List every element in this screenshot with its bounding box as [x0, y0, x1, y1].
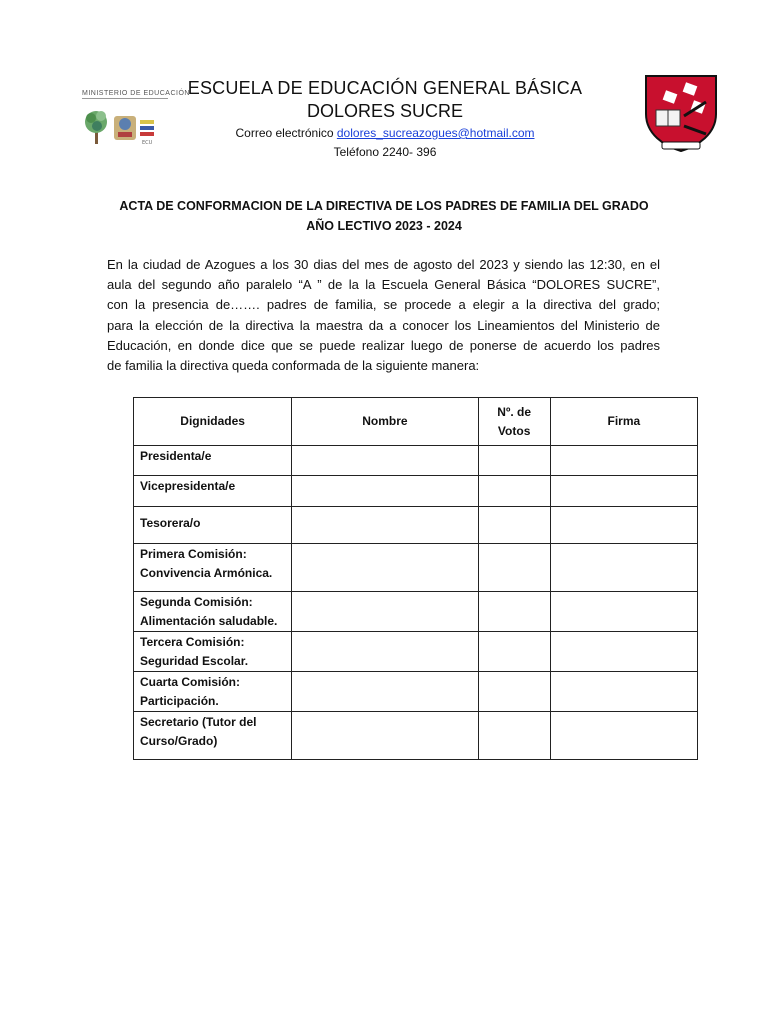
table-row — [134, 544, 698, 592]
firma-cell — [550, 672, 697, 712]
document-title: ACTA DE CONFORMACION DE LA DIRECTIVA DE LOS PADRES DE FAMILIA DEL GRADO — [119, 199, 649, 213]
nombre-cell — [292, 446, 478, 476]
nombre-cell — [292, 592, 478, 632]
table-row — [134, 592, 698, 632]
paragraph-line: aula del segundo año paralelo “A ” de la la Escuela General Básica “DOLORES SUCRE”, — [107, 277, 660, 293]
header-nombre: Nombre — [292, 398, 478, 446]
votos-cell — [478, 544, 550, 592]
dignidad-cell: Tesorera/o — [134, 507, 292, 544]
table-row — [134, 712, 698, 760]
firma-cell — [550, 592, 697, 632]
table-row — [134, 476, 698, 507]
ministry-tree-icon — [82, 102, 168, 148]
directiva-table — [133, 397, 698, 760]
votos-cell — [478, 632, 550, 672]
dignidad-cell: Secretario (Tutor del Curso/Grado) — [134, 712, 292, 760]
nombre-cell — [292, 544, 478, 592]
dignidad-cell: Cuarta Comisión: Participación. — [134, 672, 292, 712]
ministry-label: MINISTERIO DE EDUCACIÓN — [82, 90, 190, 97]
firma-cell — [550, 507, 697, 544]
nombre-cell — [292, 672, 478, 712]
table-row — [134, 632, 698, 672]
nombre-cell — [292, 632, 478, 672]
firma-cell — [550, 544, 697, 592]
svg-text:ECU: ECU — [142, 140, 153, 146]
table-row — [134, 507, 698, 544]
dignidad-cell: Presidenta/e — [134, 446, 292, 476]
paragraph-line: de familia la directiva queda conformada de la siguiente manera: — [107, 358, 480, 374]
school-name-line2: DOLORES SUCRE — [306, 101, 464, 121]
header-dignidades: Dignidades — [134, 398, 292, 446]
paragraph-line: Educación, en donde dice que se puede realizar luego de ponerse de acuerdo los padres — [107, 337, 660, 353]
dignidad-cell: Primera Comisión: Convivencia Armónica. — [134, 544, 292, 592]
table-header-row — [134, 398, 698, 446]
phone-number: Teléfono 2240- 396 — [333, 145, 437, 159]
table-row — [134, 672, 698, 712]
nombre-cell — [292, 507, 478, 544]
votos-cell — [478, 507, 550, 544]
header-votos: Nº. de Votos — [478, 398, 550, 446]
firma-cell — [550, 476, 697, 507]
firma-cell — [550, 632, 697, 672]
acta-paragraph — [107, 255, 660, 376]
votos-cell — [478, 592, 550, 632]
votos-cell — [478, 712, 550, 760]
paragraph-line: con la presencia de……. padres de familia, se procede a elegir a la directiva del grado; — [107, 297, 660, 313]
school-name-line1: ESCUELA DE EDUCACIÓN GENERAL BÁSICA — [187, 78, 583, 98]
votos-cell — [478, 476, 550, 507]
contact-email-row — [180, 126, 590, 140]
email-link[interactable]: dolores_sucreazogues@hotmail.com — [336, 126, 535, 140]
votos-cell — [478, 672, 550, 712]
nombre-cell — [292, 476, 478, 507]
firma-cell — [550, 712, 697, 760]
table-row — [134, 446, 698, 476]
ministry-logos — [82, 90, 190, 150]
header-firma: Firma — [550, 398, 697, 446]
votos-cell — [478, 446, 550, 476]
paragraph-line: para la elección de la directiva la maestra da a conocer los Lineamientos del Ministerio de — [107, 317, 660, 333]
email-label: Correo electrónico — [235, 126, 334, 140]
dignidad-cell: Segunda Comisión: Alimentación saludable. — [134, 592, 292, 632]
school-crest-icon — [640, 72, 722, 154]
dignidad-cell: Vicepresidenta/e — [134, 476, 292, 507]
firma-cell — [550, 446, 697, 476]
dignidad-cell: Tercera Comisión: Seguridad Escolar. — [134, 632, 292, 672]
paragraph-line: En la ciudad de Azogues a los 30 dias del mes de agosto del 2023 y siendo las 12:30, en el — [107, 257, 660, 272]
nombre-cell — [292, 712, 478, 760]
school-year: AÑO LECTIVO 2023 - 2024 — [306, 219, 462, 233]
